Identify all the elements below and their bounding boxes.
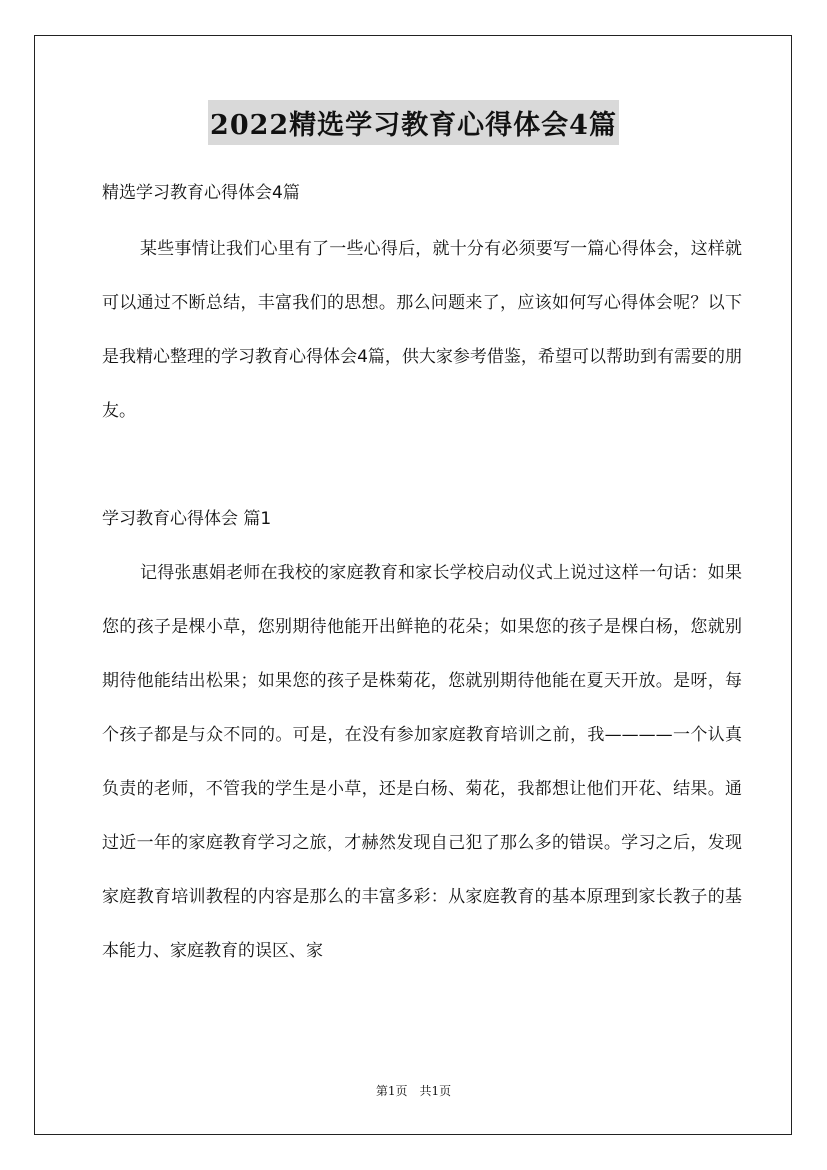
section-1-heading: 学习教育心得体会 篇1 [102,509,272,529]
document-subtitle: 精选学习教育心得体会4篇 [102,183,300,203]
page-footer: 第1页 共1页 [375,1084,452,1098]
document-title-wrapper [0,100,827,145]
document-title: 2022精选学习教育心得体会4篇 [208,100,619,145]
intro-paragraph: 某些事情让我们心里有了一些心得后，就十分有必须要写一篇心得体会，这样就可以通过不断总结，丰富我们的思想。那么问题来了，应该如何写心得体会呢？以下是我精心整理的学习教育心得体会4篇，供大家参考借鉴，希望可以帮助到有需要的朋友。 [102,239,742,421]
section-1-paragraph: 记得张惠娟老师在我校的家庭教育和家长学校启动仪式上说过这样一句话：如果您的孩子是棵小草，您别期待他能开出鲜艳的花朵；如果您的孩子是棵白杨，您就别期待他能结出松果；如果您的孩子是株菊花，您就别期待他能在夏天开放。是呀，每个孩子都是与众不同的。可是，在没有参加家庭教育培训之前，我————一个认真负责的老师，不管我的学生是小草，还是白杨、菊花，我都想让他们开花、结果。通过近一年的家庭教育学习之旅，才赫然发现自己犯了那么多的错误。学习之后，发现家庭教育培训教程的内容是那么的丰富多彩：从家庭教育的基本原理到家长教子的基本能力、家庭教育的误区、家 [102,563,742,961]
